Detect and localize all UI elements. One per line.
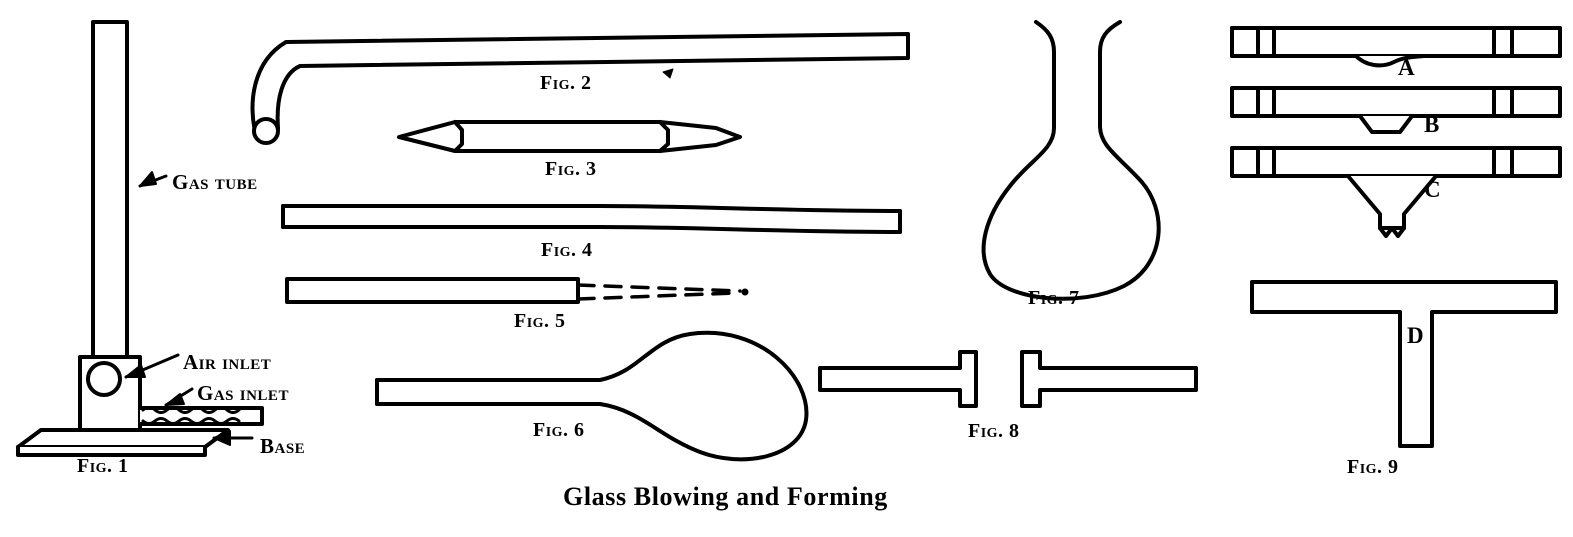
fig3-drawn-rod bbox=[399, 122, 740, 151]
fig9-tee bbox=[1252, 282, 1556, 446]
fig5-label: Fig. 5 bbox=[514, 310, 566, 332]
part-c-label: C bbox=[1424, 177, 1442, 202]
part-a-tube bbox=[1232, 28, 1560, 65]
part-d-label: D bbox=[1407, 323, 1425, 348]
gas-inlet-callout: Gas inlet bbox=[197, 381, 289, 405]
fig4-label: Fig. 4 bbox=[541, 239, 593, 261]
base-callout: Base bbox=[260, 434, 306, 458]
fig9-label: Fig. 9 bbox=[1347, 456, 1399, 478]
fig6-label: Fig. 6 bbox=[533, 419, 585, 441]
fig6-bulb bbox=[377, 333, 806, 460]
part-c-tube bbox=[1232, 148, 1560, 236]
part-b-label: B bbox=[1424, 112, 1440, 137]
air-inlet-callout: Air inlet bbox=[183, 350, 272, 374]
fig7-label: Fig. 7 bbox=[1028, 287, 1080, 309]
fig2-label: Fig. 2 bbox=[540, 72, 592, 94]
part-b-tube bbox=[1232, 88, 1560, 132]
figure-caption: Glass Blowing and Forming bbox=[563, 482, 888, 511]
fig4-thinned-tube bbox=[283, 206, 900, 232]
gas-tube-callout: Gas tube bbox=[172, 170, 258, 194]
fig8-label: Fig. 8 bbox=[968, 420, 1020, 442]
part-a-label: A bbox=[1398, 55, 1416, 80]
fig7-flask bbox=[984, 22, 1159, 299]
fig5-tube-with-point bbox=[287, 279, 749, 302]
fig1-label: Fig. 1 bbox=[77, 455, 129, 477]
fig8-flared-ends bbox=[820, 352, 1196, 406]
fig3-label: Fig. 3 bbox=[545, 158, 597, 180]
